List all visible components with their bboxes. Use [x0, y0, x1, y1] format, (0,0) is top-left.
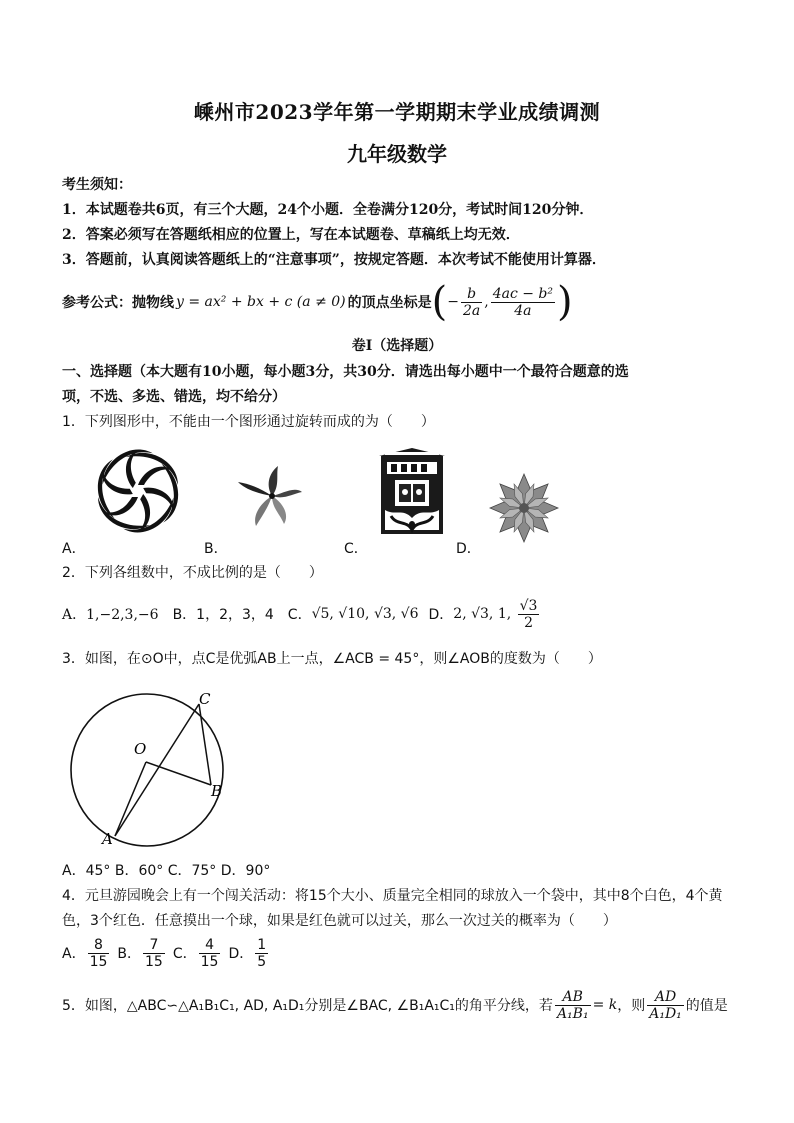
q3-circle-figure	[60, 684, 240, 856]
q2-d-num: √3	[519, 597, 538, 614]
q3-stem: 3．如图，在⊙O中，点C是优弧AB上一点，∠ACB = 45°，则∠AOB的度数为（ ）	[62, 651, 602, 667]
q4-stem-1: 4．元旦游园晚会上有一个闯关活动：将15个大小、质量完全相同的球放入一个袋中，其中8个白色，4个黄	[62, 888, 723, 904]
vertex-x-num: b	[461, 286, 482, 303]
q5-fraction-1	[555, 989, 591, 1022]
q5-stem	[62, 984, 728, 1026]
formula-suffix: 的顶点坐标是	[347, 295, 432, 311]
q3-label-a: A	[102, 830, 113, 848]
q1-option-c: C．	[344, 541, 368, 557]
exam-subtitle: 九年级数学	[347, 142, 447, 166]
q4-option-a-label: A．	[62, 946, 86, 962]
formula-comma: ,	[484, 294, 489, 310]
section-intro-1: 一、选择题（本大题有10小题，每小题3分，共30分．请选出每小题中一个最符合题意的选	[62, 364, 629, 380]
q4-options	[62, 932, 270, 974]
q4-c-den: 15	[200, 953, 219, 970]
q1-option-d: D．	[456, 541, 481, 557]
q4-option-c-label: C．	[172, 946, 197, 962]
vertex-x-den: 2a	[462, 302, 481, 319]
q2-option-d-label: D．	[428, 607, 454, 623]
q4-option-d-label: D．	[228, 946, 254, 962]
vertex-y-den: 4a	[514, 302, 532, 319]
notice-item-2: 2．答案必须写在答题纸相应的位置上，写在本试题卷、草稿纸上均无效．	[62, 227, 520, 243]
q2-option-a: A．1,−2,3,−6	[62, 607, 159, 623]
q4-a-den: 15	[89, 953, 108, 970]
q4-option-a-fraction	[88, 937, 110, 970]
q1-option-a: A．	[62, 541, 86, 557]
q4-stem-2: 色，3个红色．任意摸出一个球，如果是红色就可以过关，那么一次过关的概率为（ ）	[62, 913, 617, 929]
q2-option-c-expr: √5, √10, √3, √6	[311, 606, 419, 622]
q4-option-c-fraction	[199, 937, 221, 970]
notice-item-1: 1．本试题卷共6页，有三个大题，24个小题．全卷满分120分，考试时间120分钟．	[62, 202, 594, 218]
q1-figure-c	[377, 446, 447, 536]
q4-a-num: 8	[88, 937, 110, 954]
q4-b-den: 15	[145, 953, 163, 970]
q1-figure-a	[92, 447, 184, 535]
q2-option-c-label: C．	[287, 607, 312, 623]
q5-f2-den: A₁D₁	[649, 1005, 682, 1022]
q5-eq-k: = k	[592, 997, 618, 1013]
vertex-y-fraction	[491, 286, 555, 319]
q2-option-d-expr: 2, √3, 1,	[453, 606, 516, 622]
reference-formula	[62, 280, 573, 324]
q4-option-d-fraction	[255, 937, 268, 970]
q2-options	[62, 594, 541, 634]
q2-option-b: B．1，2，3，4	[172, 607, 274, 623]
q1-option-b: B．	[204, 541, 228, 557]
q1-figure-d	[486, 470, 562, 546]
q5-stem-a: 5．如图，△ABC∽△A₁B₁C₁, AD, A₁D₁分别是∠BAC, ∠B₁A₁C₁的角平分线，若	[62, 998, 553, 1014]
formula-expr: y = ax² + bx + c (a ≠ 0)	[176, 294, 346, 310]
q4-b-num: 7	[143, 937, 165, 954]
exam-title: 嵊州市2023学年第一学期期末学业成绩调测	[193, 100, 601, 124]
q2-d-den: 2	[524, 614, 533, 631]
q2-stem: 2．下列各组数中，不成比例的是（ ）	[62, 565, 323, 581]
q3-label-c: C	[199, 690, 211, 708]
q5-stem-c: 的值是	[685, 998, 728, 1014]
section-intro-2: 项，不选、多选、错选，均不给分）	[62, 389, 286, 405]
q5-f2-num: AD	[647, 989, 684, 1006]
vertex-x-fraction	[461, 286, 482, 319]
q3-label-b: B	[211, 782, 223, 800]
q3-options: A．45° B．60° C．75° D．90°	[62, 863, 271, 879]
q5-fraction-2	[647, 989, 684, 1022]
vertex-y-num: 4ac − b²	[492, 285, 553, 302]
formula-paren-left: (	[431, 279, 448, 325]
q5-f1-den: A₁B₁	[556, 1005, 589, 1022]
q1-stem: 1．下列图形中，不能由一个图形通过旋转而成的为（ ）	[62, 414, 435, 430]
notice-item-3: 3．答题前，认真阅读答题纸上的“注意事项”，按规定答题．本次考试不能使用计算器．	[62, 252, 606, 268]
q4-option-b-fraction	[143, 937, 165, 970]
q4-d-den: 5	[257, 953, 267, 970]
q2-option-d-fraction	[518, 598, 540, 631]
formula-paren-right: )	[557, 279, 573, 325]
q3-label-o: O	[134, 740, 147, 758]
section-heading: 卷Ⅰ（选择题）	[351, 338, 443, 354]
q5-f1-num: AB	[555, 989, 591, 1006]
q4-option-b-label: B．	[117, 946, 142, 962]
notice-heading: 考生须知：	[62, 177, 132, 193]
q5-stem-b: ，则	[617, 998, 646, 1014]
formula-minus: −	[447, 294, 459, 310]
formula-label: 参考公式：抛物线	[62, 295, 174, 311]
q4-d-num: 1	[257, 936, 267, 953]
q4-c-num: 4	[199, 937, 221, 954]
q1-figure-b	[232, 462, 314, 530]
